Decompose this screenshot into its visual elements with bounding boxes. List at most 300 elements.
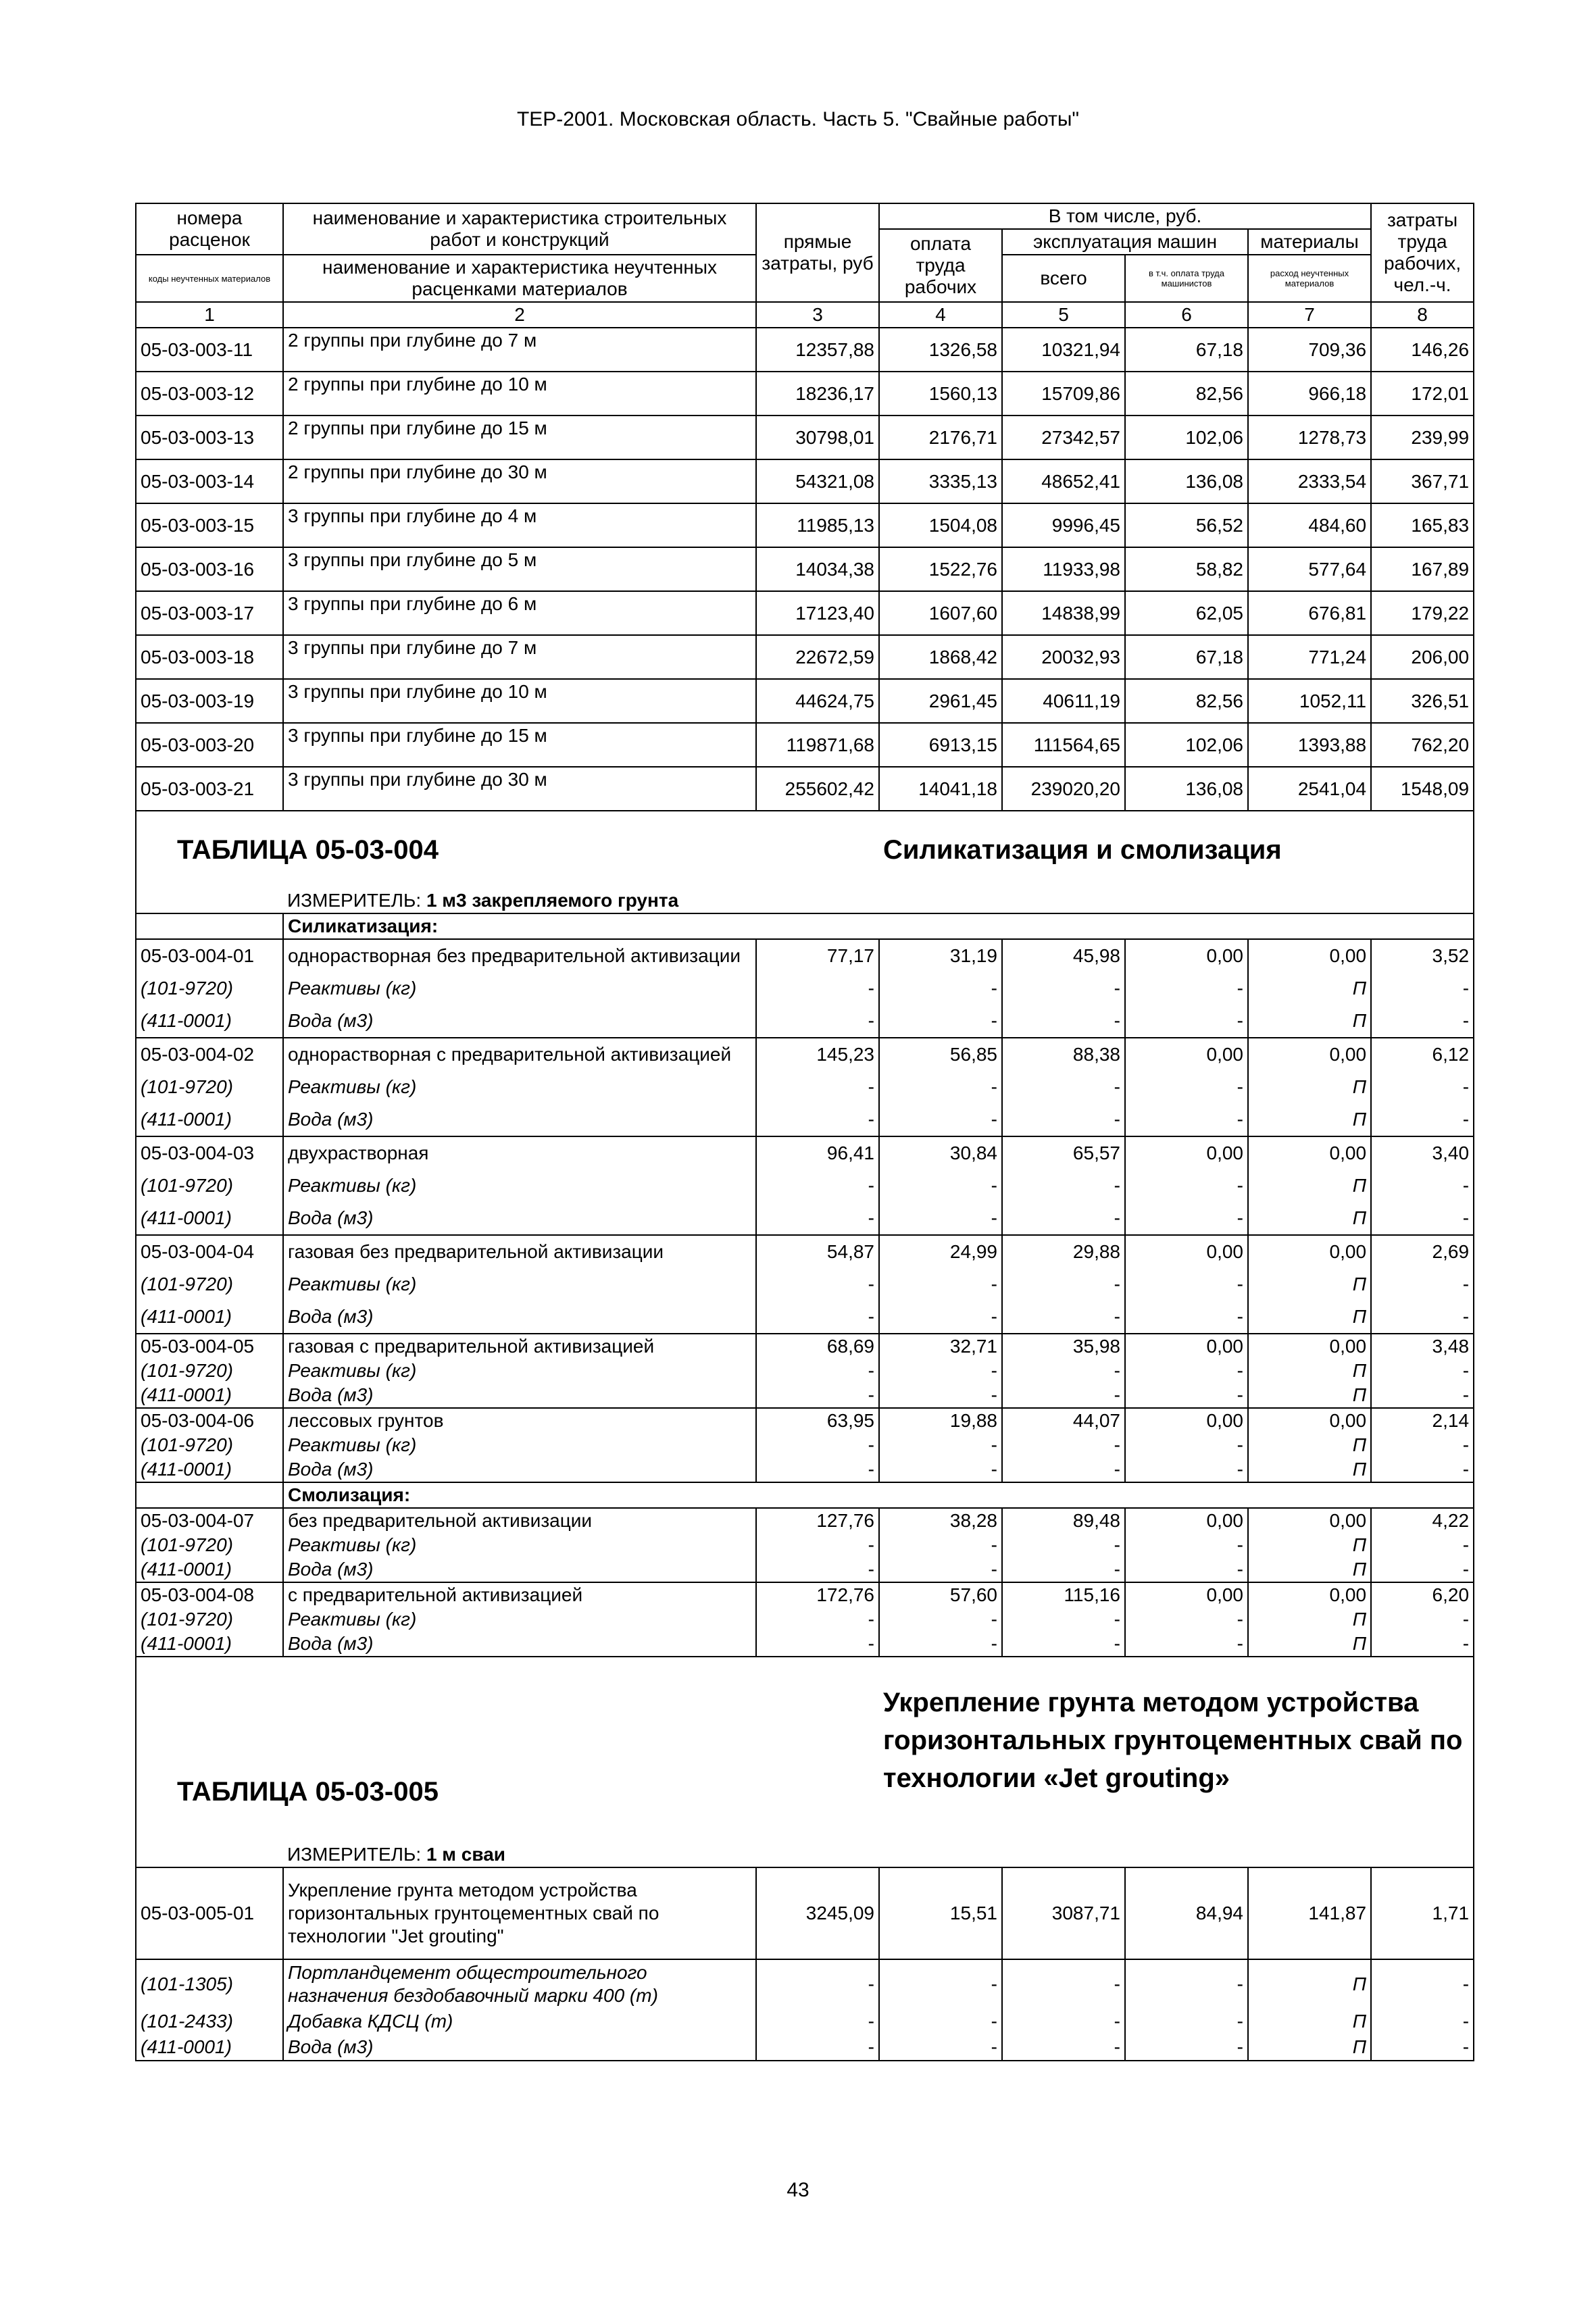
rate-name: без предварительной активизации bbox=[283, 1508, 756, 1533]
rate-value: 6913,15 bbox=[879, 723, 1002, 767]
rate-value: 14041,18 bbox=[879, 767, 1002, 811]
material-usage: П bbox=[1248, 1103, 1371, 1136]
header-unaccounted-names: наименование и характеристика неучтенных расценками материалов bbox=[283, 255, 756, 302]
rate-value: 44624,75 bbox=[756, 679, 879, 723]
material-value: - bbox=[1002, 1169, 1125, 1202]
material-value: - bbox=[756, 1202, 879, 1235]
rate-value: 762,20 bbox=[1371, 723, 1474, 767]
material-value: - bbox=[879, 1071, 1002, 1103]
material-value: - bbox=[1371, 2009, 1474, 2034]
material-value: - bbox=[1125, 1301, 1248, 1334]
material-value: - bbox=[879, 972, 1002, 1005]
material-value: - bbox=[756, 1959, 879, 2009]
material-row bbox=[136, 1457, 1474, 1482]
rate-value: 9996,45 bbox=[1002, 503, 1125, 547]
material-value: - bbox=[756, 1301, 879, 1334]
rate-name: 3 группы при глубине до 4 м bbox=[283, 503, 756, 547]
material-value: - bbox=[1002, 1959, 1125, 2009]
table-005-measure-row bbox=[136, 1823, 1474, 1867]
material-row bbox=[136, 1433, 1474, 1457]
rate-value: 31,19 bbox=[879, 939, 1002, 972]
material-code: (411-0001) bbox=[136, 1557, 283, 1582]
rate-value: 19,88 bbox=[879, 1408, 1002, 1433]
rate-value: 1278,73 bbox=[1248, 416, 1371, 459]
material-row bbox=[136, 2034, 1474, 2061]
rate-value: 2,14 bbox=[1371, 1408, 1474, 1433]
header-row-1 bbox=[136, 203, 1474, 229]
material-code: (101-9720) bbox=[136, 972, 283, 1005]
table-row bbox=[136, 1038, 1474, 1071]
rate-value: 119871,68 bbox=[756, 723, 879, 767]
table-004-sub1-row bbox=[136, 913, 1474, 939]
material-code: (411-0001) bbox=[136, 2034, 283, 2061]
rate-value: 0,00 bbox=[1125, 1136, 1248, 1169]
material-value: - bbox=[756, 1383, 879, 1408]
rate-code: 05-03-003-14 bbox=[136, 459, 283, 503]
rate-value: 326,51 bbox=[1371, 679, 1474, 723]
rate-value: 27342,57 bbox=[1002, 416, 1125, 459]
rate-value: 0,00 bbox=[1125, 1038, 1248, 1071]
material-code: (101-9720) bbox=[136, 1169, 283, 1202]
material-row bbox=[136, 1557, 1474, 1582]
header-materials-usage: расход неучтенных материалов bbox=[1248, 255, 1371, 302]
rate-value: 82,56 bbox=[1125, 679, 1248, 723]
material-name: Добавка КДСЦ (т) bbox=[283, 2009, 756, 2034]
rate-value: 68,69 bbox=[756, 1334, 879, 1359]
table-row bbox=[136, 767, 1474, 811]
material-row bbox=[136, 1632, 1474, 1657]
material-value: - bbox=[1125, 1557, 1248, 1582]
table-row bbox=[136, 503, 1474, 547]
material-name: Портландцемент общестроительного назначения бездобавочный марки 400 (т) bbox=[283, 1959, 756, 2009]
rate-code: 05-03-004-06 bbox=[136, 1408, 283, 1433]
rate-code: 05-03-003-17 bbox=[136, 591, 283, 635]
material-usage: П bbox=[1248, 1959, 1371, 2009]
rate-value: 1393,88 bbox=[1248, 723, 1371, 767]
material-code: (411-0001) bbox=[136, 1301, 283, 1334]
material-name: Реактивы (кг) bbox=[283, 1607, 756, 1632]
material-value: - bbox=[1002, 1359, 1125, 1383]
rate-value: 17123,40 bbox=[756, 591, 879, 635]
rate-value: 3,40 bbox=[1371, 1136, 1474, 1169]
material-usage: П bbox=[1248, 1202, 1371, 1235]
rate-value: 1868,42 bbox=[879, 635, 1002, 679]
material-value: - bbox=[879, 1557, 1002, 1582]
material-value: - bbox=[1002, 1301, 1125, 1334]
rate-value: 3,48 bbox=[1371, 1334, 1474, 1359]
rate-code: 05-03-004-04 bbox=[136, 1235, 283, 1268]
material-name: Вода (м3) bbox=[283, 1301, 756, 1334]
rate-value: 102,06 bbox=[1125, 723, 1248, 767]
material-usage: П bbox=[1248, 1071, 1371, 1103]
rate-value: 18236,17 bbox=[756, 372, 879, 416]
rate-value: 56,52 bbox=[1125, 503, 1248, 547]
rate-code: 05-03-003-19 bbox=[136, 679, 283, 723]
header-materials: материалы bbox=[1248, 229, 1371, 255]
material-value: - bbox=[1125, 1268, 1248, 1301]
material-usage: П bbox=[1248, 2034, 1371, 2061]
rate-value: 165,83 bbox=[1371, 503, 1474, 547]
material-row bbox=[136, 1533, 1474, 1557]
rate-value: 111564,65 bbox=[1002, 723, 1125, 767]
rate-value: 1548,09 bbox=[1371, 767, 1474, 811]
table-row bbox=[136, 939, 1474, 972]
material-value: - bbox=[1371, 1533, 1474, 1557]
material-value: - bbox=[879, 2034, 1002, 2061]
header-operators-wage: в т.ч. оплата труда машинистов bbox=[1125, 255, 1248, 302]
rate-value: 67,18 bbox=[1125, 328, 1248, 372]
material-value: - bbox=[879, 1005, 1002, 1038]
rate-name: 3 группы при глубине до 30 м bbox=[283, 767, 756, 811]
rate-value: 0,00 bbox=[1125, 1408, 1248, 1433]
material-value: - bbox=[1125, 1959, 1248, 2009]
rate-value: 771,24 bbox=[1248, 635, 1371, 679]
table-row bbox=[136, 459, 1474, 503]
document-tables bbox=[135, 203, 1473, 2061]
material-name: Вода (м3) bbox=[283, 1457, 756, 1482]
header-machines-total: всего bbox=[1002, 255, 1125, 302]
rate-value: 58,82 bbox=[1125, 547, 1248, 591]
material-usage: П bbox=[1248, 1268, 1371, 1301]
material-name: Реактивы (кг) bbox=[283, 1533, 756, 1557]
header-codes: номера расценок bbox=[136, 203, 283, 255]
rate-value: 30,84 bbox=[879, 1136, 1002, 1169]
material-value: - bbox=[1371, 1359, 1474, 1383]
rate-value: 127,76 bbox=[756, 1508, 879, 1533]
header-unaccounted-codes: коды неучтенных материалов bbox=[136, 255, 283, 302]
rate-value: 15709,86 bbox=[1002, 372, 1125, 416]
rate-name: лессовых грунтов bbox=[283, 1408, 756, 1433]
table-004-sub2-row bbox=[136, 1482, 1474, 1508]
material-name: Вода (м3) bbox=[283, 1202, 756, 1235]
page-title: ТЕР-2001. Московская область. Часть 5. "Свайные работы" bbox=[516, 108, 1080, 130]
rate-value: 82,56 bbox=[1125, 372, 1248, 416]
rate-value: 2541,04 bbox=[1248, 767, 1371, 811]
material-value: - bbox=[1371, 1557, 1474, 1582]
material-value: - bbox=[1002, 2034, 1125, 2061]
rate-value: 6,12 bbox=[1371, 1038, 1474, 1071]
material-value: - bbox=[1125, 1169, 1248, 1202]
rate-value: 24,99 bbox=[879, 1235, 1002, 1268]
material-value: - bbox=[1002, 1383, 1125, 1408]
material-value: - bbox=[879, 1383, 1002, 1408]
material-value: - bbox=[1002, 1533, 1125, 1557]
table-row bbox=[136, 591, 1474, 635]
material-value: - bbox=[879, 1202, 1002, 1235]
material-value: - bbox=[879, 1103, 1002, 1136]
rate-value: 54321,08 bbox=[756, 459, 879, 503]
material-value: - bbox=[1125, 972, 1248, 1005]
material-value: - bbox=[756, 1005, 879, 1038]
rate-value: 136,08 bbox=[1125, 459, 1248, 503]
rate-value: 966,18 bbox=[1248, 372, 1371, 416]
rate-value: 102,06 bbox=[1125, 416, 1248, 459]
material-value: - bbox=[879, 1359, 1002, 1383]
table-004-title: ТАБЛИЦА 05-03-004 bbox=[136, 811, 879, 888]
rate-value: 63,95 bbox=[756, 1408, 879, 1433]
rate-value: 1560,13 bbox=[879, 372, 1002, 416]
rate-value: 172,76 bbox=[756, 1582, 879, 1607]
rate-code: 05-03-003-18 bbox=[136, 635, 283, 679]
rate-value: 62,05 bbox=[1125, 591, 1248, 635]
table-row bbox=[136, 635, 1474, 679]
rate-value: 0,00 bbox=[1248, 1508, 1371, 1533]
rate-value: 0,00 bbox=[1248, 1235, 1371, 1268]
rate-value: 10321,94 bbox=[1002, 328, 1125, 372]
rate-value: 136,08 bbox=[1125, 767, 1248, 811]
table-row bbox=[136, 416, 1474, 459]
rate-code: 05-03-004-02 bbox=[136, 1038, 283, 1071]
rate-value: 2333,54 bbox=[1248, 459, 1371, 503]
rate-code: 05-03-003-21 bbox=[136, 767, 283, 811]
table-row bbox=[136, 1582, 1474, 1607]
rate-name: 3 группы при глубине до 7 м bbox=[283, 635, 756, 679]
table-004-silicatization-body bbox=[136, 939, 1474, 1482]
rate-value: 67,18 bbox=[1125, 635, 1248, 679]
rate-code: 05-03-004-03 bbox=[136, 1136, 283, 1169]
material-value: - bbox=[879, 1457, 1002, 1482]
material-value: - bbox=[756, 1457, 879, 1482]
rate-value: 20032,93 bbox=[1002, 635, 1125, 679]
rate-value: 77,17 bbox=[756, 939, 879, 972]
material-value: - bbox=[879, 1433, 1002, 1457]
rate-value: 65,57 bbox=[1002, 1136, 1125, 1169]
material-value: - bbox=[1371, 1268, 1474, 1301]
material-name: Реактивы (кг) bbox=[283, 972, 756, 1005]
rate-value: 146,26 bbox=[1371, 328, 1474, 372]
material-row bbox=[136, 1301, 1474, 1334]
material-code: (411-0001) bbox=[136, 1202, 283, 1235]
rate-value: 172,01 bbox=[1371, 372, 1474, 416]
rate-value: 0,00 bbox=[1125, 939, 1248, 972]
material-usage: П bbox=[1248, 1005, 1371, 1038]
material-code: (411-0001) bbox=[136, 1103, 283, 1136]
material-value: - bbox=[1002, 1202, 1125, 1235]
material-value: - bbox=[879, 1632, 1002, 1657]
rate-value: 54,87 bbox=[756, 1235, 879, 1268]
material-value: - bbox=[1002, 1557, 1125, 1582]
rate-name: 2 группы при глубине до 10 м bbox=[283, 372, 756, 416]
material-value: - bbox=[1371, 972, 1474, 1005]
material-code: (101-9720) bbox=[136, 1607, 283, 1632]
table-005-title-row bbox=[136, 1657, 1474, 1823]
rate-value: 484,60 bbox=[1248, 503, 1371, 547]
material-name: Реактивы (кг) bbox=[283, 1433, 756, 1457]
rate-name: однорастворная без предварительной активизации bbox=[283, 939, 756, 972]
material-row bbox=[136, 1071, 1474, 1103]
rate-value: 6,20 bbox=[1371, 1582, 1474, 1607]
rate-value: 32,71 bbox=[879, 1334, 1002, 1359]
rate-value: 2961,45 bbox=[879, 679, 1002, 723]
rate-value: 0,00 bbox=[1248, 1408, 1371, 1433]
table-005-measure: ИЗМЕРИТЕЛЬ: 1 м сваи bbox=[283, 1823, 1474, 1867]
rate-value: 14034,38 bbox=[756, 547, 879, 591]
material-value: - bbox=[1371, 1433, 1474, 1457]
material-code: (101-1305) bbox=[136, 1959, 283, 2009]
material-value: - bbox=[756, 2009, 879, 2034]
table-004-resinization-body bbox=[136, 1508, 1474, 1657]
material-value: - bbox=[1002, 1433, 1125, 1457]
rate-name: 2 группы при глубине до 15 м bbox=[283, 416, 756, 459]
header-wage: оплата труда рабочих bbox=[879, 229, 1002, 302]
header-labor: затраты труда рабочих, чел.-ч. bbox=[1371, 203, 1474, 302]
rate-value: 3,52 bbox=[1371, 939, 1474, 972]
material-name: Вода (м3) bbox=[283, 1557, 756, 1582]
material-name: Вода (м3) bbox=[283, 1005, 756, 1038]
rate-name: 3 группы при глубине до 5 м bbox=[283, 547, 756, 591]
material-row bbox=[136, 1005, 1474, 1038]
rate-value: 239020,20 bbox=[1002, 767, 1125, 811]
rate-value: 1504,08 bbox=[879, 503, 1002, 547]
rate-name: однорастворная с предварительной активизацией bbox=[283, 1038, 756, 1071]
rate-value: 1522,76 bbox=[879, 547, 1002, 591]
material-code: (101-9720) bbox=[136, 1533, 283, 1557]
material-usage: П bbox=[1248, 1557, 1371, 1582]
material-value: - bbox=[1002, 1268, 1125, 1301]
material-value: - bbox=[756, 972, 879, 1005]
material-value: - bbox=[756, 1607, 879, 1632]
material-value: - bbox=[756, 1433, 879, 1457]
material-name: Реактивы (кг) bbox=[283, 1169, 756, 1202]
material-code: (101-9720) bbox=[136, 1268, 283, 1301]
material-value: - bbox=[756, 1359, 879, 1383]
table-row bbox=[136, 328, 1474, 372]
material-usage: П bbox=[1248, 1632, 1371, 1657]
header-direct-costs: прямые затраты, руб bbox=[756, 203, 879, 302]
table-004-silicatization: Силикатизация: bbox=[283, 913, 1474, 939]
rate-value: 2,69 bbox=[1371, 1235, 1474, 1268]
material-value: - bbox=[879, 1268, 1002, 1301]
table-005-title: ТАБЛИЦА 05-03-005 bbox=[136, 1657, 879, 1823]
rate-value: 0,00 bbox=[1248, 1038, 1371, 1071]
rate-value: 56,85 bbox=[879, 1038, 1002, 1071]
material-name: Вода (м3) bbox=[283, 1383, 756, 1408]
material-value: - bbox=[1371, 1005, 1474, 1038]
material-value: - bbox=[756, 1632, 879, 1657]
material-value: - bbox=[1125, 1533, 1248, 1557]
material-value: - bbox=[756, 1103, 879, 1136]
rate-value: 40611,19 bbox=[1002, 679, 1125, 723]
material-value: - bbox=[1371, 1607, 1474, 1632]
rate-code: 05-03-004-07 bbox=[136, 1508, 283, 1533]
material-name: Реактивы (кг) bbox=[283, 1268, 756, 1301]
rate-value: 577,64 bbox=[1248, 547, 1371, 591]
material-value: - bbox=[1002, 1457, 1125, 1482]
material-value: - bbox=[1125, 1202, 1248, 1235]
table-row bbox=[136, 1136, 1474, 1169]
material-value: - bbox=[1125, 2009, 1248, 2034]
material-row bbox=[136, 1202, 1474, 1235]
material-row bbox=[136, 2009, 1474, 2034]
table-row bbox=[136, 1334, 1474, 1359]
rate-code: 05-03-003-15 bbox=[136, 503, 283, 547]
rate-name: 3 группы при глубине до 10 м bbox=[283, 679, 756, 723]
material-value: - bbox=[1002, 1071, 1125, 1103]
rate-value: 57,60 bbox=[879, 1582, 1002, 1607]
table-004-measure: ИЗМЕРИТЕЛЬ: 1 м3 закрепляемого грунта bbox=[283, 888, 1474, 913]
rate-value: 367,71 bbox=[1371, 459, 1474, 503]
material-name: Вода (м3) bbox=[283, 1103, 756, 1136]
material-usage: П bbox=[1248, 2009, 1371, 2034]
material-row bbox=[136, 972, 1474, 1005]
material-value: - bbox=[1002, 1005, 1125, 1038]
rate-value: 145,23 bbox=[756, 1038, 879, 1071]
rate-value: 88,38 bbox=[1002, 1038, 1125, 1071]
table-row bbox=[136, 679, 1474, 723]
material-usage: П bbox=[1248, 1383, 1371, 1408]
rate-code: 05-03-005-01 bbox=[136, 1867, 283, 1959]
material-name: Вода (м3) bbox=[283, 2034, 756, 2061]
rate-value: 676,81 bbox=[1248, 591, 1371, 635]
material-name: Реактивы (кг) bbox=[283, 1071, 756, 1103]
rate-value: 14838,99 bbox=[1002, 591, 1125, 635]
rate-name: 2 группы при глубине до 7 м bbox=[283, 328, 756, 372]
material-name: Реактивы (кг) bbox=[283, 1359, 756, 1383]
rate-name: Укрепление грунта методом устройства горизонтальных грунтоцементных свай по технологии "Jet grouting" bbox=[283, 1867, 756, 1959]
material-usage: П bbox=[1248, 1359, 1371, 1383]
material-code: (411-0001) bbox=[136, 1005, 283, 1038]
table-row bbox=[136, 1408, 1474, 1433]
material-name: Вода (м3) bbox=[283, 1632, 756, 1657]
table-003-body bbox=[136, 328, 1474, 811]
material-usage: П bbox=[1248, 1301, 1371, 1334]
table-004-heading: Силикатизация и смолизация bbox=[879, 811, 1474, 888]
rate-value: 48652,41 bbox=[1002, 459, 1125, 503]
rate-value: 1607,60 bbox=[879, 591, 1002, 635]
rate-value: 0,00 bbox=[1248, 1582, 1371, 1607]
rate-code: 05-03-003-20 bbox=[136, 723, 283, 767]
material-value: - bbox=[1125, 1005, 1248, 1038]
material-value: - bbox=[1002, 1103, 1125, 1136]
material-usage: П bbox=[1248, 1607, 1371, 1632]
material-code: (101-9720) bbox=[136, 1433, 283, 1457]
material-value: - bbox=[1125, 1071, 1248, 1103]
rate-value: 45,98 bbox=[1002, 939, 1125, 972]
material-value: - bbox=[1125, 2034, 1248, 2061]
rate-value: 206,00 bbox=[1371, 635, 1474, 679]
material-usage: П bbox=[1248, 1433, 1371, 1457]
rate-value: 11985,13 bbox=[756, 503, 879, 547]
rate-value: 3335,13 bbox=[879, 459, 1002, 503]
material-value: - bbox=[1371, 1202, 1474, 1235]
rate-value: 709,36 bbox=[1248, 328, 1371, 372]
material-value: - bbox=[879, 2009, 1002, 2034]
rate-value: 4,22 bbox=[1371, 1508, 1474, 1533]
material-value: - bbox=[1002, 2009, 1125, 2034]
material-usage: П bbox=[1248, 972, 1371, 1005]
material-row bbox=[136, 1383, 1474, 1408]
page-number: 43 bbox=[787, 2179, 809, 2201]
rate-name: двухрастворная bbox=[283, 1136, 756, 1169]
material-code: (101-9720) bbox=[136, 1359, 283, 1383]
table-005-row: 05-03-005-01 Укрепление грунта методом устройства горизонтальных грунтоцементных свай по технологии "Jet grouting" 3245,09 15,51 3087,71 84,94 141,87 1,71 bbox=[136, 1867, 1474, 1959]
material-row bbox=[136, 1169, 1474, 1202]
rate-value: 0,00 bbox=[1248, 1136, 1371, 1169]
header-machines: эксплуатация машин bbox=[1002, 229, 1248, 255]
material-value: - bbox=[879, 1959, 1002, 2009]
table-004-title-row bbox=[136, 811, 1474, 888]
material-code: (101-9720) bbox=[136, 1071, 283, 1103]
rate-value: 2176,71 bbox=[879, 416, 1002, 459]
material-value: - bbox=[1125, 1383, 1248, 1408]
column-numbers-row: 1 2 3 4 5 6 7 8 bbox=[136, 302, 1474, 328]
material-row bbox=[136, 1607, 1474, 1632]
rate-value: 1326,58 bbox=[879, 328, 1002, 372]
rate-value: 167,89 bbox=[1371, 547, 1474, 591]
rate-value: 179,22 bbox=[1371, 591, 1474, 635]
material-row bbox=[136, 1359, 1474, 1383]
rate-value: 0,00 bbox=[1125, 1582, 1248, 1607]
